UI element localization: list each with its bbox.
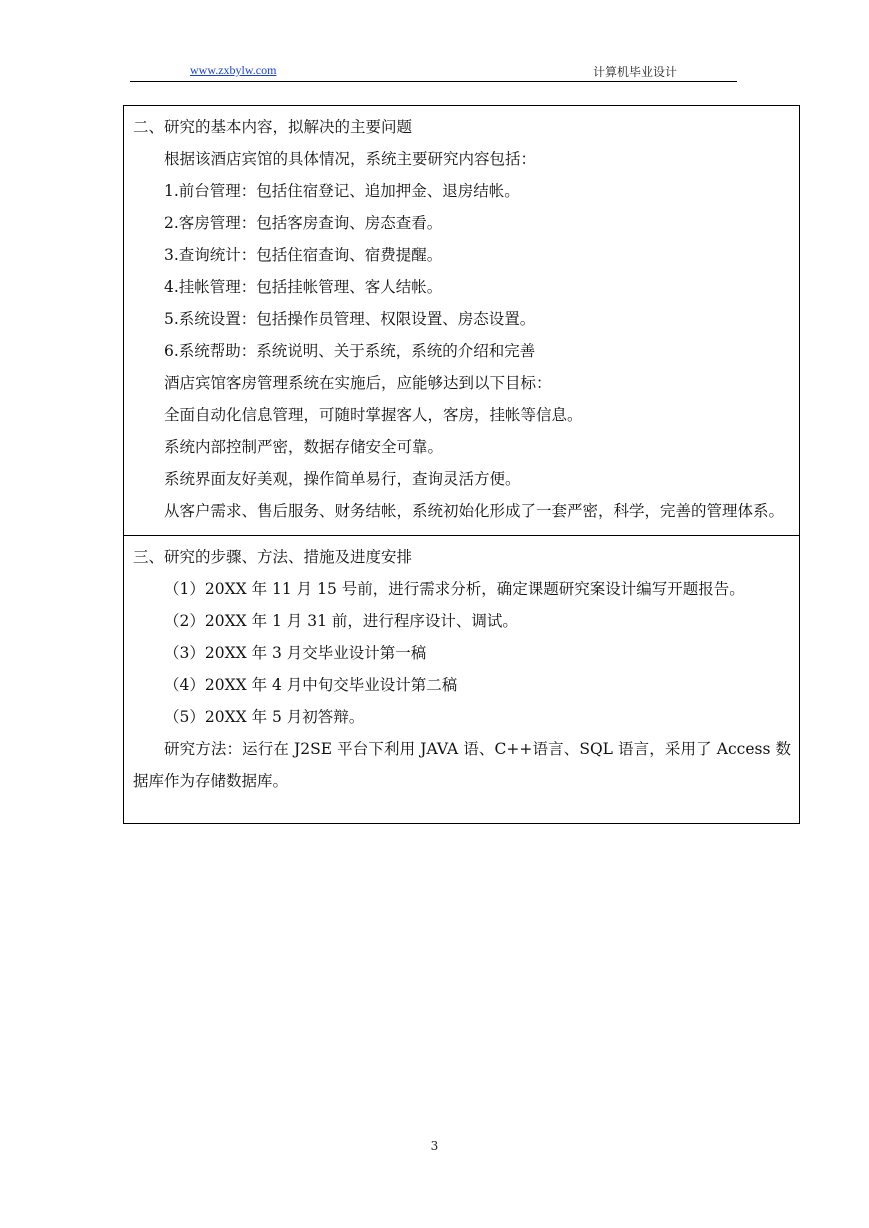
- paragraph: （2）20XX 年 1 月 31 前，进行程序设计、调试。: [164, 612, 518, 630]
- paragraph: 从客户需求、售后服务、财务结帐，系统初始化形成了一套严密，科学，完善的管理体系。: [164, 502, 785, 520]
- paragraph: 6.系统帮助：系统说明、关于系统，系统的介绍和完善: [164, 342, 536, 360]
- paragraph: 2.客房管理：包括客房查询、房态查看。: [164, 214, 443, 232]
- paragraph: 系统界面友好美观，操作简单易行，查询灵活方便。: [164, 470, 521, 488]
- section-heading: 二、研究的基本内容，拟解决的主要问题: [133, 118, 413, 136]
- paragraph: 5.系统设置：包括操作员管理、权限设置、房态设置。: [164, 310, 536, 328]
- header-website-link[interactable]: www.zxbylw.com: [190, 63, 277, 77]
- paragraph: 酒店宾馆客房管理系统在实施后，应能够达到以下目标：: [164, 374, 552, 392]
- paragraph: 3.查询统计：包括住宿查询、宿费提醒。: [164, 246, 443, 264]
- paragraph: 4.挂帐管理：包括挂帐管理、客人结帐。: [164, 278, 443, 296]
- paragraph: （4）20XX 年 4 月中旬交毕业设计第二稿: [164, 676, 458, 694]
- page-header: [130, 60, 737, 82]
- paragraph: （1）20XX 年 11 月 15 号前，进行需求分析，确定课题研究案设计编写开题报告。: [164, 580, 745, 598]
- section-heading: 三、研究的步骤、方法、措施及进度安排: [133, 548, 413, 566]
- paragraph: 全面自动化信息管理，可随时掌握客人，客房，挂帐等信息。: [164, 406, 583, 424]
- section-steps-schedule: [124, 535, 799, 823]
- paragraph: （5）20XX 年 5 月初答辩。: [164, 708, 365, 726]
- paragraph: 系统内部控制严密，数据存储安全可靠。: [164, 438, 444, 456]
- paragraph: （3）20XX 年 3 月交毕业设计第一稿: [164, 644, 427, 662]
- section-basic-content: [124, 106, 799, 535]
- paragraph: 研究方法：运行在 J2SE 平台下利用 JAVA 语、C++语言、SQL 语言，采用了 Access 数据库作为存储数据库。: [133, 740, 791, 790]
- header-title: 计算机毕业设计: [592, 65, 677, 79]
- paragraph: 根据该酒店宾馆的具体情况，系统主要研究内容包括：: [164, 150, 537, 168]
- paragraph: 1.前台管理：包括住宿登记、追加押金、退房结帐。: [164, 182, 520, 200]
- page-number: 3: [430, 1139, 439, 1153]
- content-table: [123, 105, 800, 824]
